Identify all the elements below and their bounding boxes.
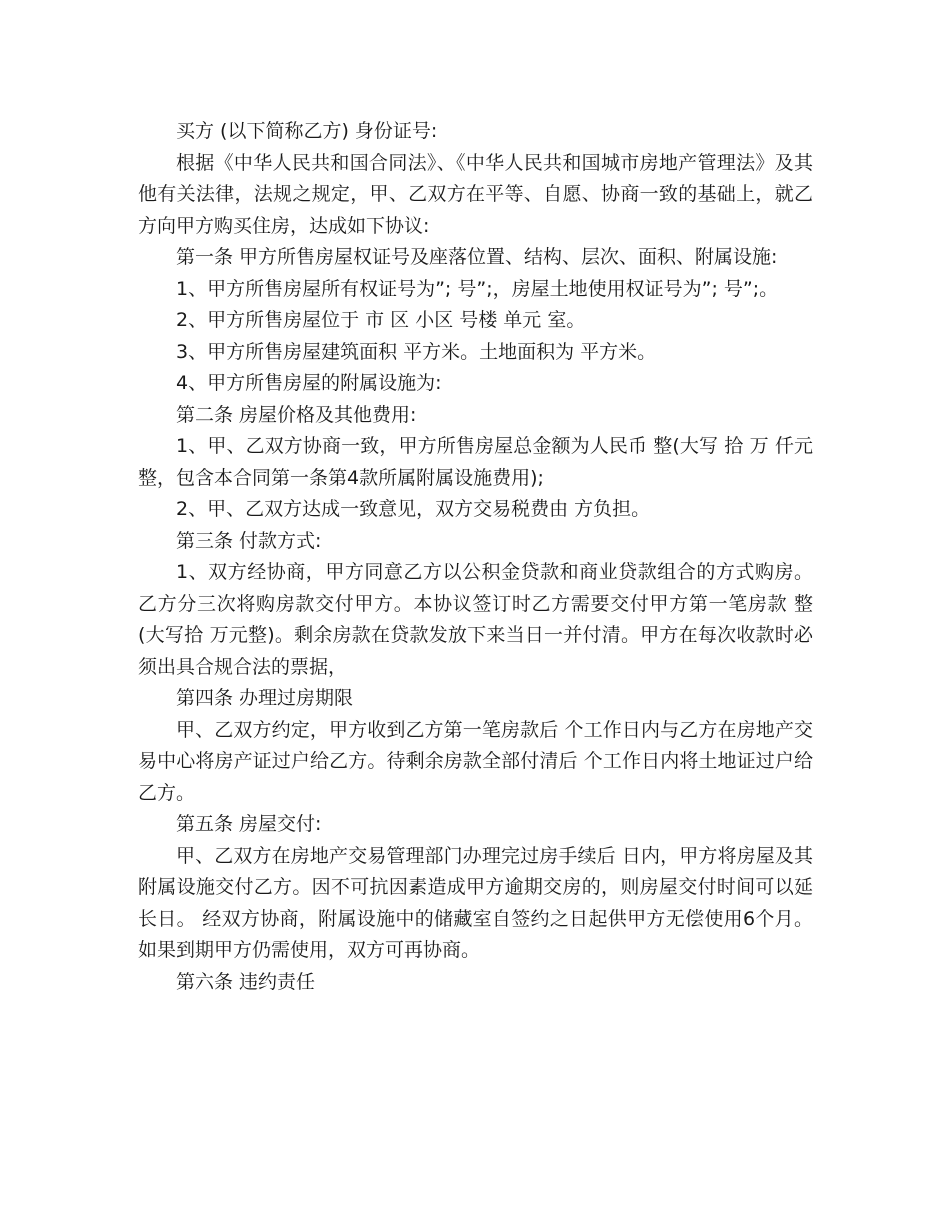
article-1-item-1: 1、甲方所售房屋所有权证号为”; 号”;，房屋土地使用权证号为”; 号”;。 bbox=[176, 277, 779, 300]
article-2-item-2: 2、甲、乙双方达成一致意见，双方交易税费由 方负担。 bbox=[176, 498, 651, 520]
article-4-body: 甲、乙双方约定，甲方收到乙方第一笔房款后 个工作日内与乙方在房地产交易中心将房产证过户给乙方。待剩余房款全部付清后 个工作日内将土地证过户给乙方。 bbox=[138, 718, 813, 804]
article-3-item-1: 1、双方经协商，甲方同意乙方以公积金贷款和商业贷款组合的方式购房。乙方分三次将购房款交付甲方。本协议签订时乙方需要交付甲方第一笔房款 整(大写拾 万元整)。剩余房款在贷款发放下来当日一并付清。甲方在每次收款时必须出具合规合法的票据， bbox=[138, 561, 813, 678]
article-1-item-3: 3、甲方所售房屋建筑面积 平方米。土地面积为 平方米。 bbox=[176, 340, 657, 363]
paragraph-buyer-id: 买方 (以下简称乙方) 身份证号: bbox=[176, 120, 438, 142]
article-3-heading: 第三条 付款方式: bbox=[176, 529, 322, 552]
article-1-item-4: 4、甲方所售房屋的附属设施为: bbox=[176, 372, 442, 394]
article-2-heading: 第二条 房屋价格及其他费用: bbox=[176, 403, 417, 426]
article-1-item-2: 2、甲方所售房屋位于 市 区 小区 号楼 单元 室。 bbox=[176, 309, 586, 331]
document-body bbox=[138, 116, 813, 998]
article-6-heading: 第六条 违约责任 bbox=[176, 970, 316, 993]
paragraph-preamble: 根据《中华人民共和国合同法》、《中华人民共和国城市房地产管理法》及其他有关法律，法规之规定，甲、乙双方在平等、自愿、协商一致的基础上，就乙方向甲方购买住房，达成如下协议: bbox=[138, 151, 813, 237]
article-4-heading: 第四条 办理过房期限 bbox=[176, 687, 354, 709]
article-5-heading: 第五条 房屋交付: bbox=[176, 813, 322, 835]
article-1-heading: 第一条 甲方所售房屋权证号及座落位置、结构、层次、面积、附属设施: bbox=[176, 246, 778, 268]
article-5-body: 甲、乙双方在房地产交易管理部门办理完过房手续后 日内，甲方将房屋及其附属设施交付乙方。因不可抗因素造成甲方逾期交房的，则房屋交付时间可以延长日。 经双方协商，附属设施中的储藏室自签约之日起供甲方无偿使用6个月。如果到期甲方仍需使用，双方可再协商。 bbox=[138, 844, 813, 961]
article-2-item-1: 1、甲、乙双方协商一致，甲方所售房屋总金额为人民币 整(大写 拾 万 仟元整，包含本合同第一条第4款所属附属设施费用); bbox=[138, 435, 813, 489]
